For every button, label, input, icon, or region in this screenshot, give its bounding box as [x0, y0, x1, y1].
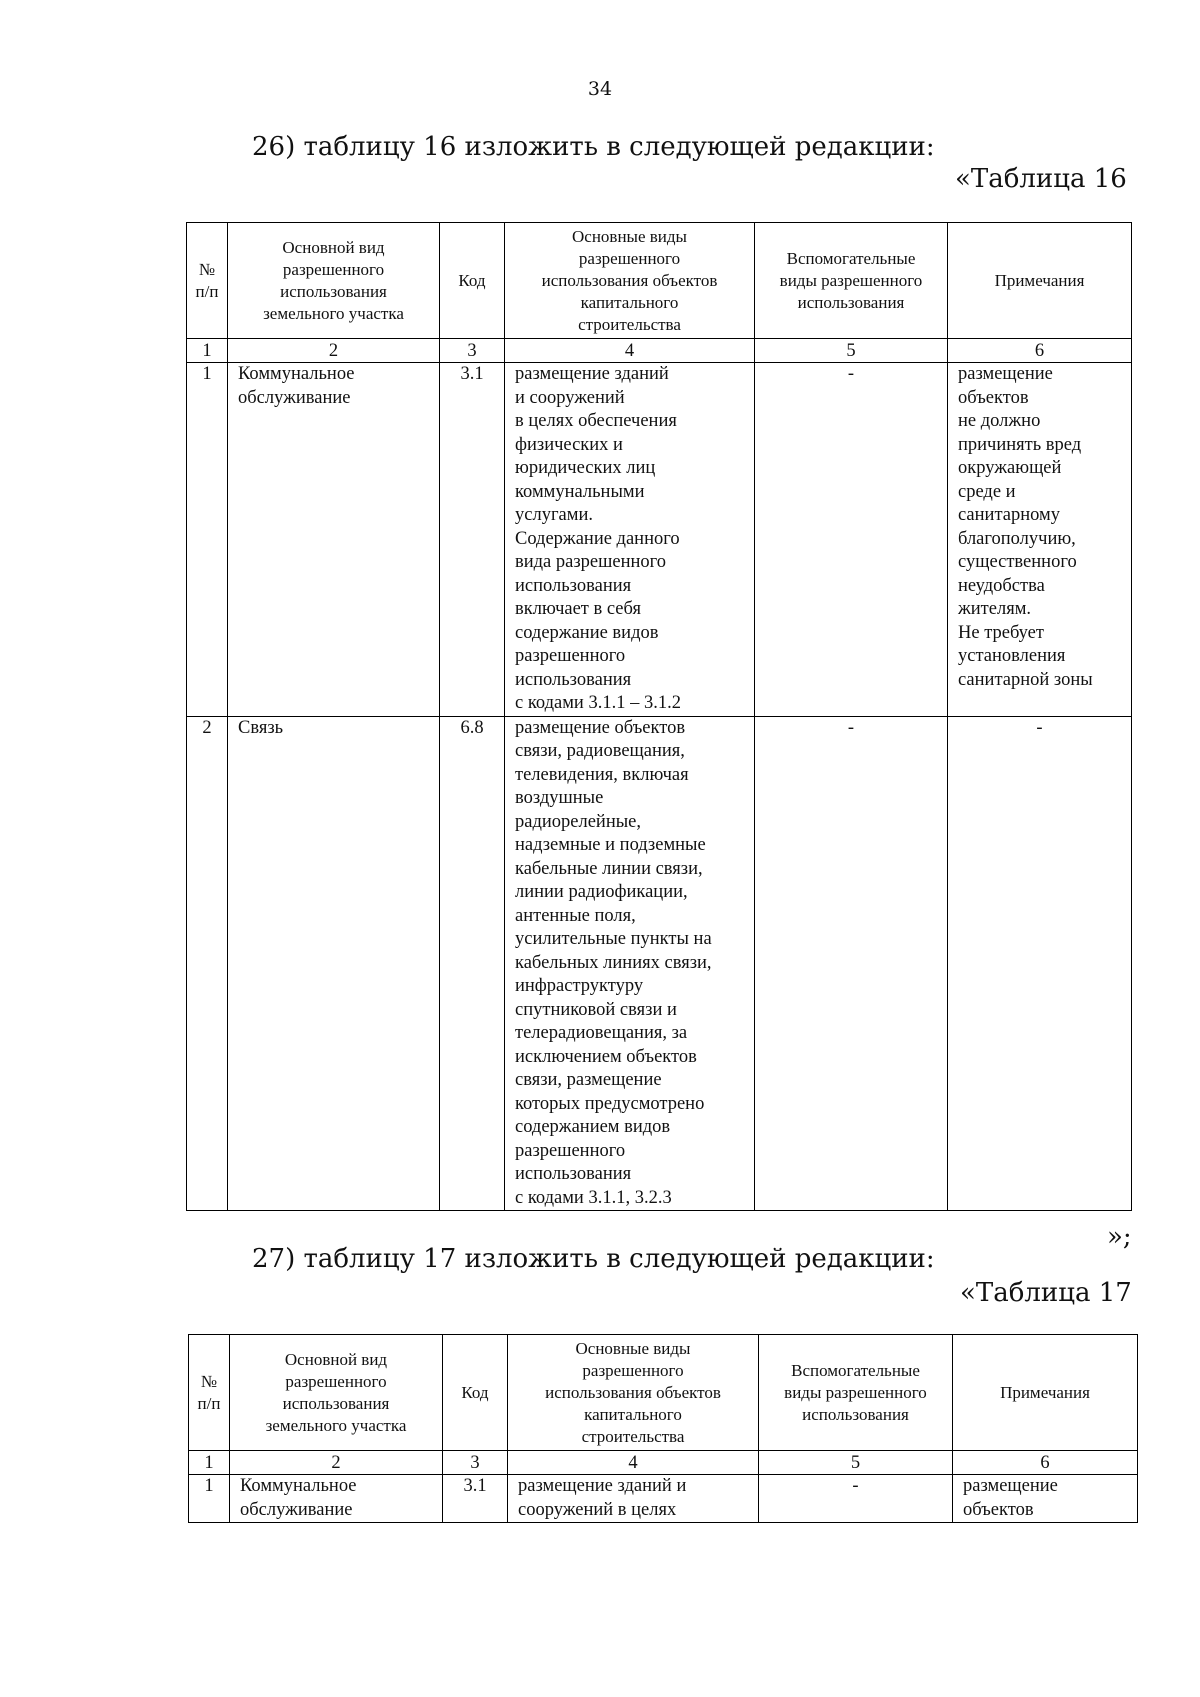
row-notes: размещение объектов не должно причинять вред окружающей среде и санитарному благополучию, существенного неудобства жителям. Не требует установления санитарной зоны — [948, 363, 1132, 717]
column-number: 3 — [440, 339, 505, 363]
header-main-kinds: Основные виды разрешенного использования объектов капитального строительства — [508, 1335, 759, 1451]
row-main-kinds: размещение зданий и сооружений в целях — [508, 1475, 759, 1523]
header-code: Код — [443, 1335, 508, 1451]
header-aux: Вспомогательные виды разрешенного использования — [759, 1335, 953, 1451]
row-main-kinds: размещение зданий и сооружений в целях обеспечения физических и юридических лиц коммунальными услугами. Содержание данного вида разрешенного использования включает в себя содержание видов разрешенного использования с кодами 3.1.1 – 3.1.2 — [505, 363, 755, 717]
table-16 — [186, 222, 1132, 1211]
header-notes: Примечания — [953, 1335, 1138, 1451]
header-main-kinds: Основные виды разрешенного использования объектов капитального строительства — [505, 223, 755, 339]
row-aux: - — [759, 1475, 953, 1523]
table-header-row — [187, 223, 1132, 339]
table-16-caption: «Таблица 16 — [955, 164, 1127, 194]
column-number: 1 — [189, 1451, 230, 1475]
header-main-type: Основной вид разрешенного использования земельного участка — [230, 1335, 443, 1451]
header-notes: Примечания — [948, 223, 1132, 339]
row-main-kinds: размещение объектов связи, радиовещания, телевидения, включая воздушные радиорелейные, надземные и подземные кабельные линии связи, линии радиофикации, антенные поля, усилительные пункты на кабельных линиях связи, инфраструктуру спутниковой связи и телерадиовещания, за исключением объектов связи, размещение которых предусмотрено содержанием видов разрешенного использования с кодами 3.1.1, 3.2.3 — [505, 716, 755, 1211]
column-number: 2 — [228, 339, 440, 363]
table-17 — [188, 1334, 1138, 1523]
column-number: 6 — [948, 339, 1132, 363]
row-type: Коммунальное обслуживание — [228, 363, 440, 717]
header-num: № п/п — [189, 1335, 230, 1451]
column-number-row — [189, 1451, 1138, 1475]
column-number: 4 — [508, 1451, 759, 1475]
row-type: Связь — [228, 716, 440, 1211]
row-num: 1 — [189, 1475, 230, 1523]
header-main-type: Основной вид разрешенного использования земельного участка — [228, 223, 440, 339]
column-number: 5 — [755, 339, 948, 363]
header-aux: Вспомогательные виды разрешенного использования — [755, 223, 948, 339]
page-number: 34 — [587, 78, 613, 100]
column-number: 6 — [953, 1451, 1138, 1475]
row-code: 3.1 — [440, 363, 505, 717]
row-code: 3.1 — [443, 1475, 508, 1523]
table-row — [189, 1475, 1138, 1523]
row-num: 1 — [187, 363, 228, 717]
row-type: Коммунальное обслуживание — [230, 1475, 443, 1523]
row-code: 6.8 — [440, 716, 505, 1211]
table-row — [187, 363, 1132, 717]
table-header-row — [189, 1335, 1138, 1451]
row-aux: - — [755, 363, 948, 717]
column-number: 4 — [505, 339, 755, 363]
column-number: 2 — [230, 1451, 443, 1475]
row-notes: - — [948, 716, 1132, 1211]
column-number: 3 — [443, 1451, 508, 1475]
row-num: 2 — [187, 716, 228, 1211]
column-number: 1 — [187, 339, 228, 363]
section-26-intro: 26) таблицу 16 изложить в следующей редакции: — [252, 132, 935, 162]
row-notes: размещение объектов — [953, 1475, 1138, 1523]
row-aux: - — [755, 716, 948, 1211]
table-17-caption: «Таблица 17 — [960, 1278, 1132, 1308]
column-number: 5 — [759, 1451, 953, 1475]
closing-mark: »; — [1107, 1222, 1132, 1252]
section-27-intro: 27) таблицу 17 изложить в следующей редакции: — [252, 1244, 935, 1274]
header-num: № п/п — [187, 223, 228, 339]
header-code: Код — [440, 223, 505, 339]
column-number-row — [187, 339, 1132, 363]
table-row — [187, 716, 1132, 1211]
